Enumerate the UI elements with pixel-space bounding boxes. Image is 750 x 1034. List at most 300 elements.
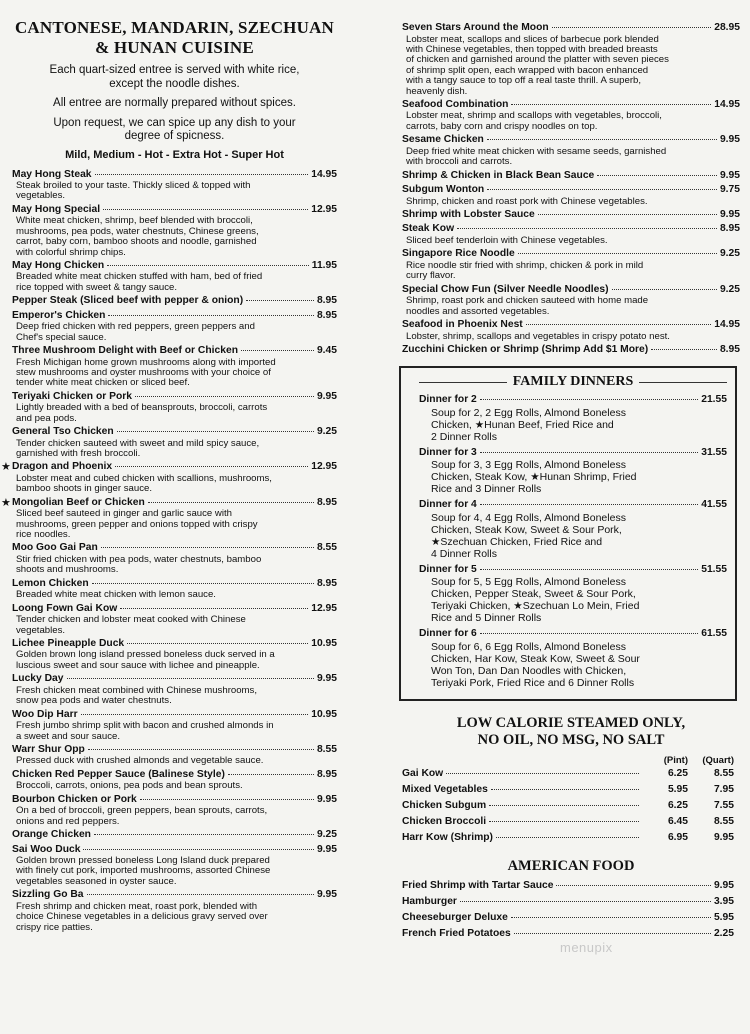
menu-item-description: Fresh Michigan home grown mushrooms along with imported <box>16 356 276 368</box>
menu-item-description: vegetables. <box>16 624 66 636</box>
dot-leader <box>87 894 314 895</box>
menu-item <box>12 769 337 792</box>
menu-item-price: 12.95 <box>311 203 337 215</box>
menu-item-description: with broccoli and carrots. <box>406 156 513 168</box>
family-dinner-price: 51.55 <box>701 563 727 575</box>
menu-item-name: Lemon Chicken <box>12 577 89 589</box>
menu-item-price: 9.45 <box>316 345 337 357</box>
dot-leader <box>460 901 711 902</box>
menu-item <box>12 638 337 671</box>
menu-item-name: Shrimp & Chicken in Black Bean Sauce <box>402 169 595 181</box>
menu-item-price: 9.95 <box>316 793 337 805</box>
menu-item <box>402 344 740 357</box>
menu-item-description: with Chinese vegetables, then topped with breaded breasts <box>406 43 658 55</box>
american-food-item <box>402 910 740 926</box>
menu-item-header <box>402 134 740 147</box>
menu-item-description: rice topped with sweet & tangy sauce. <box>16 281 178 293</box>
pint-price: 6.25 <box>667 799 688 811</box>
menu-item-description: curry flavor. <box>406 270 456 282</box>
menu-item-description: bamboo shoots in ginger sauce. <box>16 483 152 495</box>
family-dinner-description: Soup for 5, 5 Egg Rolls, Almond Boneless <box>431 576 626 589</box>
menu-item-description: Broccoli, carrots, onions, pea pods and bean sprouts. <box>16 780 243 792</box>
family-dinner-description: Chicken, Har Kow, Steak Kow, Sweet & Sour <box>431 652 640 665</box>
menu-item-price: 12.95 <box>311 461 337 473</box>
dot-leader <box>480 452 698 453</box>
low-calorie-name: Gai Kow <box>402 767 444 779</box>
rice-note-line1: Each quart-sized entree is served with white rice, <box>49 64 300 76</box>
menu-item-description: onions and red peppers. <box>16 815 120 827</box>
menu-item-description: Shrimp, chicken and roast pork with Chinese vegetables. <box>406 195 648 207</box>
menu-item-description: choice Chinese vegetables in a delicious gravy served over <box>16 911 268 923</box>
low-calorie-item <box>402 798 740 814</box>
menu-item-header <box>12 829 337 842</box>
dot-leader <box>88 749 314 750</box>
menu-item-name: Loong Fown Gai Kow <box>12 602 118 614</box>
menu-item-header <box>402 209 740 222</box>
menu-item-description: carrots, baby corn and crispy noodles on top. <box>406 120 598 132</box>
menu-item-name: Pepper Steak (Sliced beef with pepper & onion) <box>12 295 244 307</box>
spice-note: All entree are normally prepared without spices. <box>53 97 296 109</box>
menu-item-description: mushrooms, pea pods, water chestnuts, Chinese greens, <box>16 225 259 237</box>
cuisine-title-line1: CANTONESE, MANDARIN, SZECHUAN <box>14 18 335 37</box>
menu-item <box>12 260 337 293</box>
american-food-title: AMERICAN FOOD <box>507 857 635 874</box>
menu-item <box>12 709 337 742</box>
dot-leader <box>491 789 639 790</box>
pint-price: 6.45 <box>667 815 688 827</box>
dot-leader <box>538 214 717 215</box>
menu-item-name: Orange Chicken <box>12 829 91 841</box>
family-dinner-header <box>419 394 727 407</box>
dot-leader <box>597 175 717 176</box>
dot-leader <box>241 350 314 351</box>
family-dinner-item <box>419 628 727 689</box>
menu-item-description: with a tangy sauce to top off a real taste thrill. A superb, <box>406 75 642 87</box>
menu-item-description: and pea pods. <box>16 412 77 424</box>
menu-item-name: Chicken Red Pepper Sauce (Balinese Style) <box>12 768 225 780</box>
menu-item-description: noodles and assorted vegetables. <box>406 305 550 317</box>
menu-item-name: Lucky Day <box>12 673 64 685</box>
menu-item-description: Tender chicken sauteed with sweet and mild spicy sauce, <box>16 437 260 449</box>
menu-item-name: Seafood Combination <box>402 98 509 110</box>
dot-leader <box>480 633 698 634</box>
menu-item-description: White meat chicken, shrimp, beef blended with broccoli, <box>16 215 253 227</box>
dot-leader <box>101 547 314 548</box>
menu-item-header <box>402 22 740 35</box>
menu-item-price: 9.75 <box>719 184 740 196</box>
dot-leader <box>117 431 314 432</box>
menu-item-description: Fresh chicken meat combined with Chinese mushrooms, <box>16 684 258 696</box>
menu-item-description: heavenly dish. <box>406 85 468 97</box>
family-dinner-name: Dinner for 6 <box>419 628 477 640</box>
menu-item-name: Three Mushroom Delight with Beef or Chicken <box>12 345 238 357</box>
cuisine-title-line2: & HUNAN CUISINE <box>95 38 254 57</box>
menu-item-description: Lightly breaded with a bed of beansprouts, broccoli, carrots <box>16 402 268 414</box>
menu-item-price: 9.95 <box>719 208 740 220</box>
menu-item-price: 10.95 <box>311 708 337 720</box>
pint-price: 5.95 <box>667 783 688 795</box>
menu-item-description: Deep fried white meat chicken with sesame seeds, garnished <box>406 145 667 157</box>
family-dinner-description: Teriyaki Pork, Fried Rice and 6 Dinner Rolls <box>431 676 635 689</box>
american-food-name: Hamburger <box>402 895 457 907</box>
american-food-name: Cheeseburger Deluxe <box>402 911 508 923</box>
dot-leader <box>552 27 712 28</box>
menu-item-name: Seafood in Phoenix Nest <box>402 319 523 330</box>
family-dinner-description: Soup for 3, 3 Egg Rolls, Almond Boneless <box>431 459 626 472</box>
menu-item-header <box>402 184 740 197</box>
menu-item-name: Seven Stars Around the Moon <box>402 22 549 33</box>
family-dinner-list <box>419 394 727 689</box>
left-column <box>1 18 337 935</box>
dot-leader <box>148 502 314 503</box>
rice-note-line2: except the noodle dishes. <box>109 77 240 90</box>
menu-item <box>12 204 337 258</box>
menu-item-description: tender white meat chicken or sliced beef. <box>16 377 190 389</box>
dot-leader <box>228 774 314 775</box>
watermark: menupix <box>560 940 613 955</box>
family-dinner-price: 61.55 <box>701 628 727 640</box>
menu-item-name: Sai Woo Duck <box>12 843 81 855</box>
menu-item-name: Shrimp with Lobster Sauce <box>402 208 535 220</box>
dot-leader <box>489 821 639 822</box>
spicy-star-icon: ★ <box>1 461 11 474</box>
quart-price: 9.95 <box>713 831 734 843</box>
american-food-item <box>402 894 740 910</box>
dot-leader <box>651 349 717 350</box>
menu-item <box>12 295 337 308</box>
menu-item <box>12 310 337 343</box>
spicy-star-icon: ★ <box>1 496 11 509</box>
quart-price: 7.55 <box>713 799 734 811</box>
title-rule-left <box>419 382 507 383</box>
menu-item-description: stew mushrooms and oyster mushrooms with your choice of <box>16 366 271 378</box>
menu-item-name: Bourbon Chicken or Pork <box>12 793 137 805</box>
dot-leader <box>526 324 711 325</box>
dot-leader <box>556 885 711 886</box>
quart-price: 7.95 <box>713 783 734 795</box>
menu-item-header <box>402 248 740 261</box>
size-header <box>402 755 740 766</box>
menu-item-name: Sesame Chicken <box>402 134 484 146</box>
menu-item-name: Warr Shur Opp <box>12 743 85 755</box>
menu-item-description: garnished with fresh broccoli. <box>16 448 141 459</box>
menu-item-price: 12.95 <box>311 602 337 614</box>
family-dinner-description: Chicken, Steak Kow, ★Hunan Shrimp, Fried <box>431 471 637 484</box>
dot-leader <box>457 228 717 229</box>
low-calorie-name: Harr Kow (Shrimp) <box>402 831 493 843</box>
menu-item <box>402 223 740 246</box>
pint-price: 6.25 <box>667 767 688 779</box>
menu-item-description: of shrimp split open, each wrapped with bacon enhanced <box>406 64 649 76</box>
menu-item <box>402 319 740 342</box>
menu-item <box>402 134 740 167</box>
menu-item-description: luscious sweet and sour sauce with lichee and pineapple. <box>16 659 260 671</box>
dot-leader <box>108 315 314 316</box>
menu-item-header <box>12 889 337 902</box>
menu-item-name: Dragon and Phoenix <box>12 461 113 473</box>
menu-item <box>402 209 740 222</box>
menu-item-description: Pressed duck with crushed almonds and vegetable sauce. <box>16 755 264 767</box>
family-dinner-header <box>419 628 727 641</box>
american-food-price: 2.25 <box>713 927 734 939</box>
american-food-item <box>402 878 740 894</box>
dot-leader <box>612 289 717 290</box>
menu-item-description: Stir fried chicken with pea pods, water chestnuts, bamboo <box>16 553 262 565</box>
low-calorie-item <box>402 782 740 798</box>
menu-item-price: 9.95 <box>719 169 740 181</box>
menu-item-description: shoots and mushrooms. <box>16 564 119 576</box>
family-dinner-name: Dinner for 4 <box>419 499 477 511</box>
american-food-price: 3.95 <box>713 895 734 907</box>
dot-leader <box>135 396 314 397</box>
family-dinner-description: Soup for 6, 6 Egg Rolls, Almond Boneless <box>431 640 626 653</box>
menu-item-description: Shrimp, roast pork and chicken sauteed with home made <box>406 295 649 307</box>
menu-item-name: Zucchini Chicken or Shrimp (Shrimp Add $1 More) <box>402 343 649 355</box>
menu-item-header <box>402 344 740 357</box>
menu-item <box>402 248 740 281</box>
menu-item-price: 8.95 <box>719 223 740 235</box>
menu-item <box>12 578 337 601</box>
american-food-price: 5.95 <box>713 911 734 923</box>
menu-item-description: mushrooms, green pepper and onions topped with crispy <box>16 518 258 530</box>
dot-leader <box>514 933 711 934</box>
family-dinner-description: 2 Dinner Rolls <box>431 430 497 443</box>
menu-item-header <box>12 673 337 686</box>
family-dinner-description: ★Szechuan Chicken, Fried Rice and <box>431 535 603 548</box>
menu-item-header <box>12 345 337 358</box>
family-dinner-name: Dinner for 2 <box>419 394 477 406</box>
family-dinner-description: 4 Dinner Rolls <box>431 547 497 560</box>
dot-leader <box>94 834 314 835</box>
menu-item-description: snow pea pods and water chestnuts. <box>16 695 172 707</box>
family-dinner-item <box>419 499 727 560</box>
menu-item <box>12 345 337 389</box>
menu-item-description: Sliced beef sauteed in ginger and garlic sauce with <box>16 508 232 520</box>
menu-item-name: Sizzling Go Ba <box>12 889 84 901</box>
menu-item <box>12 794 337 827</box>
pint-label: (Pint) <box>663 754 688 766</box>
dot-leader <box>115 466 308 467</box>
dot-leader <box>489 805 639 806</box>
menu-item <box>12 391 337 424</box>
menu-item <box>12 426 337 459</box>
menu-item-price: 28.95 <box>714 22 740 33</box>
menu-item-name: Subgum Wonton <box>402 184 485 196</box>
menu-item-price: 8.55 <box>316 743 337 755</box>
menu-item-name: Singapore Rice Noodle <box>402 248 515 260</box>
dot-leader <box>95 174 309 175</box>
menu-item-description: vegetables. <box>16 190 66 202</box>
family-dinners-title: FAMILY DINNERS <box>512 374 634 390</box>
menu-item-price: 9.25 <box>719 283 740 295</box>
menu-item <box>402 184 740 207</box>
menu-item <box>1 496 337 541</box>
family-dinner-description: Rice and 5 Dinner Rolls <box>431 612 542 625</box>
menu-item-description: Lobster, shrimp, scallops and vegetables in crispy potato nest. <box>406 330 670 342</box>
spice-request-line1: Upon request, we can spice up any dish to your <box>53 116 296 129</box>
dot-leader <box>81 714 309 715</box>
menu-item-price: 9.25 <box>719 248 740 260</box>
dot-leader <box>480 504 698 505</box>
low-calorie-name: Chicken Broccoli <box>402 815 487 827</box>
dot-leader <box>140 799 314 800</box>
dot-leader <box>511 104 711 105</box>
menu-item-price: 10.95 <box>311 637 337 649</box>
menu-item-name: General Tso Chicken <box>12 426 114 438</box>
menu-item-description: Sliced beef tenderloin with Chinese vegetables. <box>406 234 608 246</box>
menu-item-name: Emperor's Chicken <box>12 309 106 321</box>
family-dinner-name: Dinner for 5 <box>419 563 477 575</box>
menu-item-price: 9.25 <box>316 426 337 438</box>
right-column <box>402 22 740 942</box>
menu-item-description: Rice noodle stir fried with shrimp, chicken & pork in mild <box>406 259 644 271</box>
dot-leader <box>487 139 717 140</box>
menu-item-name: Woo Dip Harr <box>12 708 78 720</box>
menu-item-price: 14.95 <box>311 168 337 180</box>
low-calorie-item <box>402 830 740 846</box>
menu-item-description: Golden brown pressed boneless Long Island duck prepared <box>16 855 270 867</box>
family-dinner-description: Soup for 4, 4 Egg Rolls, Almond Boneless <box>431 511 626 524</box>
menu-item-price: 11.95 <box>311 259 337 271</box>
menu-item-header <box>12 295 337 308</box>
dot-leader <box>67 678 314 679</box>
dot-leader <box>120 608 308 609</box>
family-dinner-item <box>419 447 727 496</box>
american-food-price: 9.95 <box>713 879 734 891</box>
quart-label: (Quart) <box>702 754 734 766</box>
low-calorie-title-line1: LOW CALORIE STEAMED ONLY, <box>456 714 686 731</box>
menu-item <box>12 169 337 202</box>
american-food-name: French Fried Potatoes <box>402 927 511 939</box>
spice-request-line2: degree of spicness. <box>124 130 225 142</box>
menu-item-description: Fresh shrimp and chicken meat, roast pork, blended with <box>16 900 258 912</box>
left-menu-list <box>1 168 337 933</box>
menu-item-description: Breaded white meat chicken stuffed with ham, bed of fried <box>16 271 263 283</box>
menu-item-name: May Hong Steak <box>12 168 92 180</box>
menu-item-description: rice noodles. <box>16 529 71 541</box>
menu-item-price: 8.95 <box>316 496 337 508</box>
menu-item <box>1 461 337 495</box>
family-dinner-header <box>419 564 727 577</box>
menu-item-description: with colorful shrimp chips. <box>16 246 126 258</box>
family-dinner-description: Soup for 2, 2 Egg Rolls, Almond Boneless <box>431 406 626 419</box>
low-calorie-title-line2: NO OIL, NO MSG, NO SALT <box>477 731 665 748</box>
menu-item <box>12 889 337 933</box>
menu-item-name: May Hong Chicken <box>12 259 105 271</box>
menu-item-name: Moo Goo Gai Pan <box>12 542 98 554</box>
dot-leader <box>518 253 717 254</box>
menu-item-name: Teriyaki Chicken or Pork <box>12 390 132 402</box>
menu-item-price: 8.95 <box>316 768 337 780</box>
menu-item <box>12 829 337 842</box>
family-dinners-box <box>399 366 737 701</box>
dot-leader <box>496 837 639 838</box>
american-food-list <box>402 878 740 942</box>
menu-item-description: crispy rice patties. <box>16 921 93 933</box>
family-dinner-description: Chicken, Pepper Steak, Sweet & Sour Pork, <box>431 588 636 601</box>
family-dinner-name: Dinner for 3 <box>419 446 477 458</box>
menu-item-description: Breaded white meat chicken with lemon sauce. <box>16 589 216 601</box>
right-menu-list <box>402 22 740 356</box>
menu-item-name: Steak Kow <box>402 223 455 235</box>
menu-item-header <box>402 170 740 183</box>
menu-item-header <box>12 426 337 439</box>
menu-item-description: Golden brown long island pressed boneless duck served in a <box>16 649 275 661</box>
menu-item-description: Lobster meat and cubed chicken with scallions, mushrooms, <box>16 472 272 484</box>
menu-item-price: 9.95 <box>719 134 740 146</box>
menu-item-description: Deep fried chicken with red peppers, green peppers and <box>16 321 255 333</box>
menu-item <box>12 744 337 767</box>
family-dinner-header <box>419 447 727 460</box>
low-calorie-item <box>402 814 740 830</box>
menu-item-price: 8.55 <box>316 542 337 554</box>
dot-leader <box>446 773 639 774</box>
title-rule-right <box>639 382 727 383</box>
menu-item <box>12 844 337 888</box>
menu-item <box>402 284 740 317</box>
menu-item-price: 9.25 <box>316 829 337 841</box>
menu-item <box>402 170 740 183</box>
family-dinner-price: 41.55 <box>701 499 727 511</box>
family-dinner-description: Chicken, Steak Kow, Sweet & Sour Pork, <box>431 523 622 536</box>
menu-item-name: May Hong Special <box>12 203 101 215</box>
family-dinner-price: 31.55 <box>701 446 727 458</box>
menu-item <box>12 673 337 706</box>
dot-leader <box>103 209 308 210</box>
menu-item-name: Special Chow Fun (Silver Needle Noodles) <box>402 283 609 295</box>
menu-item-price: 8.95 <box>316 309 337 321</box>
family-dinner-description: Won Ton, Dan Dan Noodles with Chicken, <box>431 664 627 677</box>
dot-leader <box>511 917 711 918</box>
menu-item-description: On a bed of broccoli, green peppers, bean sprouts, carrots, <box>16 805 268 817</box>
pint-price: 6.95 <box>667 831 688 843</box>
menu-item <box>402 22 740 97</box>
dot-leader <box>246 300 314 301</box>
menu-item-description: vegetables seasoned in oyster sauce. <box>16 875 177 887</box>
menu-item-description: of chicken and garnished around the platter with seven pieces <box>406 54 669 66</box>
menu-item <box>12 542 337 575</box>
family-dinner-price: 21.55 <box>701 394 727 406</box>
family-dinner-header <box>419 499 727 512</box>
menu-item-price: 8.95 <box>316 577 337 589</box>
dot-leader <box>107 265 309 266</box>
menu-item-description: Lobster meat, shrimp and scallops with vegetables, broccoli, <box>406 110 662 122</box>
menu-item-name: Lichee Pineapple Duck <box>12 637 125 649</box>
menu-item-header <box>402 319 740 332</box>
quart-price: 8.55 <box>713 767 734 779</box>
menu-item <box>12 603 337 636</box>
quart-price: 8.55 <box>713 815 734 827</box>
menu-item-price: 14.95 <box>714 319 740 330</box>
american-food-name: Fried Shrimp with Tartar Sauce <box>402 879 554 891</box>
dot-leader <box>127 643 308 644</box>
family-dinner-description: Teriyaki Chicken, ★Szechuan Lo Mein, Fried <box>431 600 640 613</box>
menu-item-price: 9.95 <box>316 889 337 901</box>
dot-leader <box>480 569 698 570</box>
menu-item-price: 9.95 <box>316 843 337 855</box>
dot-leader <box>92 583 314 584</box>
menu-item-description: Steak broiled to your taste. Thickly sliced & topped with <box>16 180 251 191</box>
family-dinner-description: Rice and 3 Dinner Rolls <box>431 483 542 496</box>
family-dinners-heading <box>419 374 727 390</box>
spice-levels: Mild, Medium - Hot - Extra Hot - Super Hot <box>65 148 284 161</box>
menu-item-description: Fresh jumbo shrimp split with bacon and crushed almonds in <box>16 720 274 732</box>
menu-item-price: 14.95 <box>714 98 740 110</box>
low-calorie-item <box>402 766 740 782</box>
menu-item-price: 9.95 <box>316 390 337 402</box>
menu-item-name: Mongolian Beef or Chicken <box>12 496 145 508</box>
low-calorie-list <box>402 766 740 846</box>
